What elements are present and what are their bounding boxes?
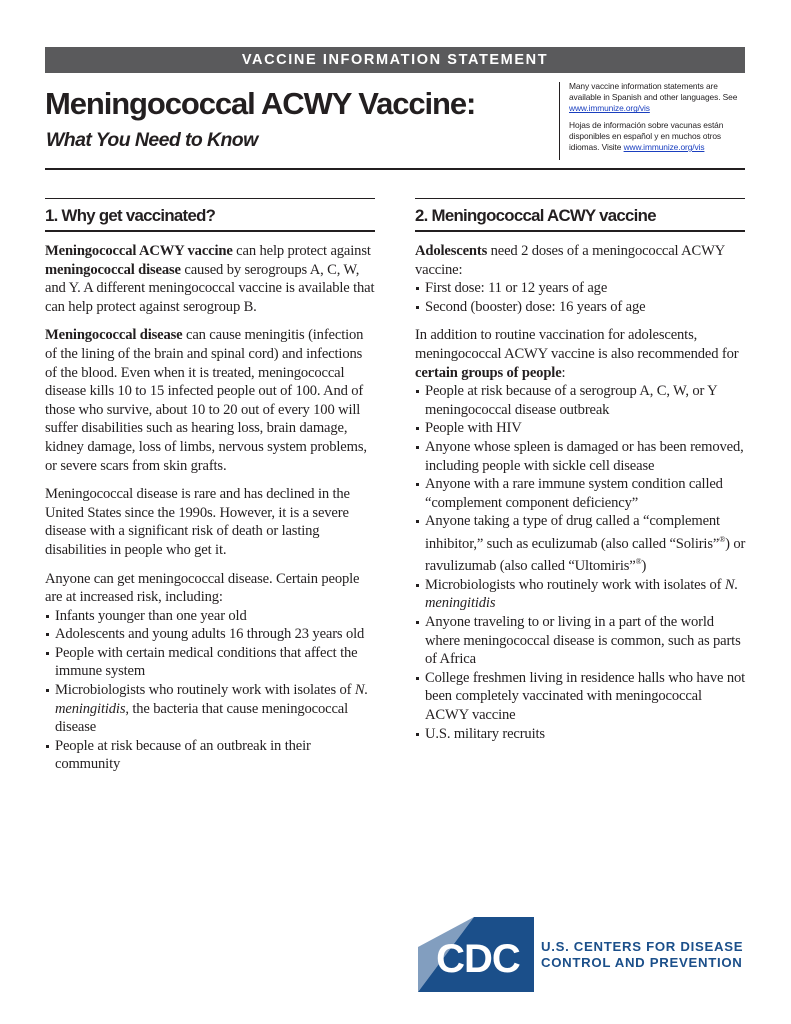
list-item: Microbiologists who routinely work with isolates of N. meningitidis	[415, 576, 748, 613]
page-subtitle: What You Need to Know	[46, 129, 258, 151]
risk-group-list	[45, 607, 375, 774]
section1-paragraph: Meningococcal disease can cause meningitis (infection of the lining of the brain and spinal cord) and infections of the blood. Even when it is treated, meningococcal disease kills 10 to 15 infected people out of 100. And of those who survive, about 10 to 20 out of every 100 will suffer disabilities such as hearing loss, brain damage, kidney damage, loss of limbs, nervous system problems, or severe scars from skin grafts.	[45, 327, 367, 474]
list-item: Anyone whose spleen is damaged or has been removed, including people with sickle cell disease	[415, 438, 748, 475]
cdc-logo-mark: CDC	[436, 937, 520, 981]
document-banner: VACCINE INFORMATION STATEMENT	[45, 47, 745, 73]
language-note-spanish: Hojas de información sobre vacunas están disponibles en español y en muchos otros idiomas. Visite www.immunize.org/vis	[569, 119, 724, 153]
section2-paragraph: Adolescents need 2 doses of a meningococcal ACWY vaccine:	[415, 243, 725, 278]
section2-heading: 2. Meningococcal ACWY vaccine	[415, 206, 656, 225]
page-title: Meningococcal ACWY Vaccine:	[45, 86, 476, 121]
list-item: People with certain medical conditions that affect the immune system	[45, 644, 375, 681]
immunize-link-spanish[interactable]: www.immunize.org/vis	[623, 142, 705, 153]
immunize-link-english[interactable]: www.immunize.org/vis	[569, 103, 650, 114]
section1-paragraph: Meningococcal disease is rare and has declined in the United States since the 1990s. However, it is a severe disease with a significant risk of death or lasting disabilities in people who get it.	[45, 486, 350, 558]
cdc-logo-line: CONTROL AND PREVENTION	[541, 954, 743, 970]
section1-body	[45, 242, 375, 784]
list-item: Microbiologists who routinely work with isolates of N. meningitidis, the bacteria that cause meningococcal disease	[45, 681, 375, 737]
sidenote-divider	[559, 82, 560, 160]
cdc-logo-line: U.S. CENTERS FOR DISEASE	[541, 939, 744, 954]
cdc-logo-icon	[418, 917, 534, 992]
section1-paragraph: Meningococcal ACWY vaccine can help protect against meningococcal disease caused by serogroups A, C, W, and Y. A different meningococcal vaccine is available that can help protect against serogroup B.	[45, 243, 375, 315]
language-note	[569, 81, 749, 158]
list-item: College freshmen living in residence halls who have not been completely vaccinated with meningococcal ACWY vaccine	[415, 669, 748, 725]
list-item: Infants younger than one year old	[45, 607, 375, 626]
recommended-groups-list	[415, 382, 748, 743]
list-item: Adolescents and young adults 16 through 23 years old	[45, 625, 375, 644]
list-item: People at risk because of an outbreak in their community	[45, 737, 375, 774]
section2-heading-underline	[415, 230, 745, 232]
list-item: Anyone with a rare immune system condition called “complement component deficiency”	[415, 475, 748, 512]
list-item: Anyone traveling to or living in a part of the world where meningococcal disease is common, such as parts of Africa	[415, 613, 748, 669]
list-item: People with HIV	[415, 419, 748, 438]
language-note-english: Many vaccine information statements are available in Spanish and other languages. See www.immunize.org/vis	[569, 81, 738, 114]
header-divider	[45, 168, 745, 170]
section1-heading-underline	[45, 230, 375, 232]
section1-heading: 1. Why get vaccinated?	[45, 206, 216, 225]
list-item: U.S. military recruits	[415, 725, 748, 744]
section2-paragraph: In addition to routine vaccination for adolescents, meningococcal ACWY vaccine is also recommended for certain groups of people:	[415, 327, 739, 381]
list-item: Second (booster) dose: 16 years of age	[415, 298, 748, 317]
section2-top-rule	[415, 198, 745, 199]
list-item: Anyone taking a type of drug called a “complement inhibitor,” such as eculizumab (also called “Soliris”®) or ravulizumab (also called “Ultomiris”®)	[415, 512, 748, 576]
dose-schedule-list	[415, 279, 748, 316]
list-item: First dose: 11 or 12 years of age	[415, 279, 748, 298]
section1-top-rule	[45, 198, 375, 199]
cdc-logo-wordmark	[541, 939, 751, 970]
list-item: People at risk because of a serogroup A, C, W, or Y meningococcal disease outbreak	[415, 382, 748, 419]
section2-body	[415, 242, 748, 753]
section1-paragraph: Anyone can get meningococcal disease. Certain people are at increased risk, including:	[45, 570, 360, 606]
